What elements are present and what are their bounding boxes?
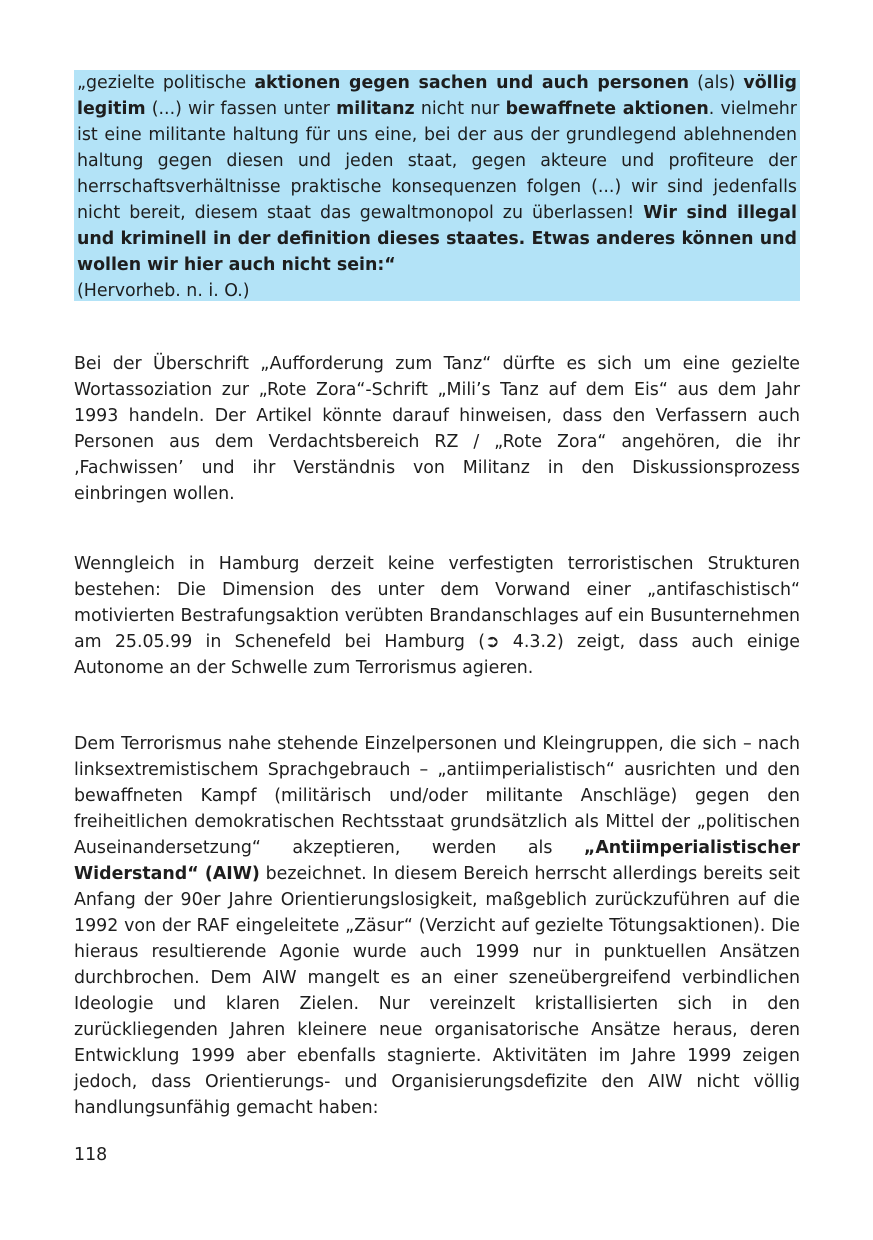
quote-text: „gezielte politische — [77, 73, 255, 93]
quote-text: (als) — [689, 73, 744, 93]
quote-emphasis: aktionen gegen sachen und auch personen — [254, 73, 690, 93]
quote-text: nicht nur — [414, 99, 506, 119]
cross-reference-arrow-icon: ➲ — [484, 632, 500, 652]
quote-emphasis: völlig legitim — [77, 73, 797, 119]
paragraph-aiw — [74, 731, 800, 1121]
paragraph-text: bezeichnet. In diesem Bereich herrscht allerdings bereits seit Anfang der 90er Jahre Orientierungslosigkeit, maßgeblich zurückzuführen auf die 1992 von der RAF eingeleitete „Zäsur“ (Verzicht auf gezielte Tötungsaktionen). Die hieraus resultierende Agonie wurde auch 1999 nur in punktuellen Ansätzen durchbrochen. Dem AIW mangelt es an einer szeneübergreifend verbindlichen Ideologie und klaren Zielen. Nur vereinzelt kristallisierten sich in den zurückliegenden Jahren kleinere neue organisatorische Ansätze heraus, deren Entwicklung 1999 aber ebenfalls stagnierte. Aktivitäten im Jahre 1999 zeigen jedoch, dass Orientierungs- und Organisierungsdefizite den AIW nicht völlig handlungsunfähig gemacht haben: — [74, 864, 800, 1118]
paragraph-dance-article: Bei der Überschrift „Aufforderung zum Tanz“ dürfte es sich um eine gezielte Wortassoziation zur „Rote Zora“-Schrift „Mili’s Tanz auf dem Eis“ aus dem Jahr 1993 handeln. Der Artikel könnte darauf hinweisen, dass den Verfassern auch Personen aus dem Verdachtsbereich RZ / „Rote Zora“ angehören, die ihr ‚Fachwissen’ und ihr Verständnis von Militanz in den Diskussionsprozess einbringen wollen. — [74, 354, 800, 504]
quote-note: (Hervorheb. n. i. O.) — [77, 281, 250, 301]
quote-text: . vielmehr ist eine militante haltung für uns eine, bei der aus der grundlegend ablehnenden haltung gegen diesen und jeden staat, gegen akteure und profiteure der herrschaftsverhältnisse praktische konsequenzen folgen (...) wir sind jedenfalls nicht bereit, diesem staat das gewaltmonopol zu überlassen! — [77, 99, 797, 223]
aiw-term: „Antiimperialistischer Widerstand“ (AIW) — [74, 838, 800, 884]
highlighted-quote — [74, 70, 800, 301]
quote-emphasis: Wir sind illegal und kriminell in der definition dieses staates. Etwas anderes können und wollen wir hier auch nicht sein:“ — [77, 203, 797, 275]
paragraph-text: Wenngleich in Hamburg derzeit keine verfestigten terroristischen Strukturen bestehen: Die Dimension des unter dem Vorwand einer „antifaschistisch“ motivierten Bestrafungsaktion verübten Brandanschlages auf ein Busunternehmen am 25.05.99 in Schenefeld bei Hamburg ( — [74, 554, 800, 652]
quote-emphasis: bewaffnete aktionen — [505, 99, 709, 119]
paragraph-hamburg-arson — [74, 551, 800, 681]
paragraph-text: 4.3.2) zeigt, dass auch einige Autonome an der Schwelle zum Terrorismus agieren. — [74, 632, 800, 678]
page-number: 118 — [74, 1145, 108, 1165]
quote-text: (...) wir fassen unter — [145, 99, 337, 119]
paragraph-text: Dem Terrorismus nahe stehende Einzelpersonen und Kleingruppen, die sich – nach linksextremistischem Sprachgebrauch – „antiimperialistisch“ ausrichten und den bewaffneten Kampf (militärisch und/oder militante Anschläge) gegen den freiheitlichen demokratischen Rechtsstaat grundsätzlich als Mittel der „politischen Auseinandersetzung“ akzeptieren, werden als — [74, 734, 800, 858]
quote-emphasis: militanz — [336, 99, 415, 119]
